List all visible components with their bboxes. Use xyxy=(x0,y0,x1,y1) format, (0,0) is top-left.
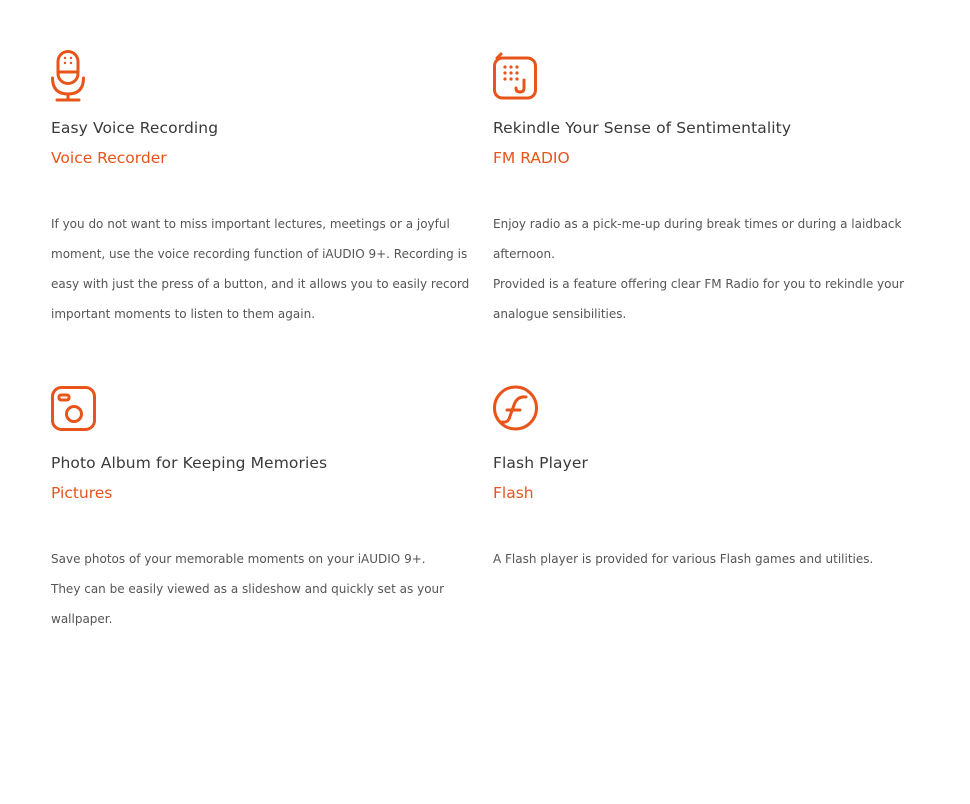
description-paragraph: They can be easily viewed as a slideshow and quickly set as your wallpaper. xyxy=(51,582,445,626)
feature-description xyxy=(493,209,913,329)
microphone-icon xyxy=(51,50,471,112)
description-paragraph: If you do not want to miss important lectures, meetings or a joyful moment, use the voice recording function of iAUDIO 9+. Recording is easy with just the press of a button, and it allows you to easily record important moments to listen to them again. xyxy=(51,217,470,321)
feature-pictures xyxy=(51,385,471,634)
feature-description xyxy=(51,209,471,329)
feature-subtitle: FM RADIO xyxy=(493,149,570,167)
feature-title: Flash Player xyxy=(493,454,588,472)
description-paragraph: Enjoy radio as a pick-me-up during break times or during a laidback afternoon. xyxy=(493,217,902,261)
description-paragraph: A Flash player is provided for various Flash games and utilities. xyxy=(493,552,874,566)
flash-icon xyxy=(493,385,913,447)
feature-fm-radio xyxy=(493,50,913,329)
feature-title: Rekindle Your Sense of Sentimentality xyxy=(493,119,792,137)
feature-subtitle: Flash xyxy=(493,484,534,502)
radio-icon xyxy=(493,50,913,112)
feature-voice-recorder xyxy=(51,50,471,329)
feature-description xyxy=(51,544,471,634)
camera-icon xyxy=(51,385,471,447)
feature-title: Easy Voice Recording xyxy=(51,119,219,137)
feature-subtitle: Pictures xyxy=(51,484,113,502)
feature-description xyxy=(493,544,913,574)
description-paragraph: Provided is a feature offering clear FM Radio for you to rekindle your analogue sensibilities. xyxy=(493,277,905,321)
feature-flash xyxy=(493,385,913,574)
feature-title: Photo Album for Keeping Memories xyxy=(51,454,328,472)
description-paragraph: Save photos of your memorable moments on your iAUDIO 9+. xyxy=(51,552,426,566)
feature-subtitle: Voice Recorder xyxy=(51,149,167,167)
